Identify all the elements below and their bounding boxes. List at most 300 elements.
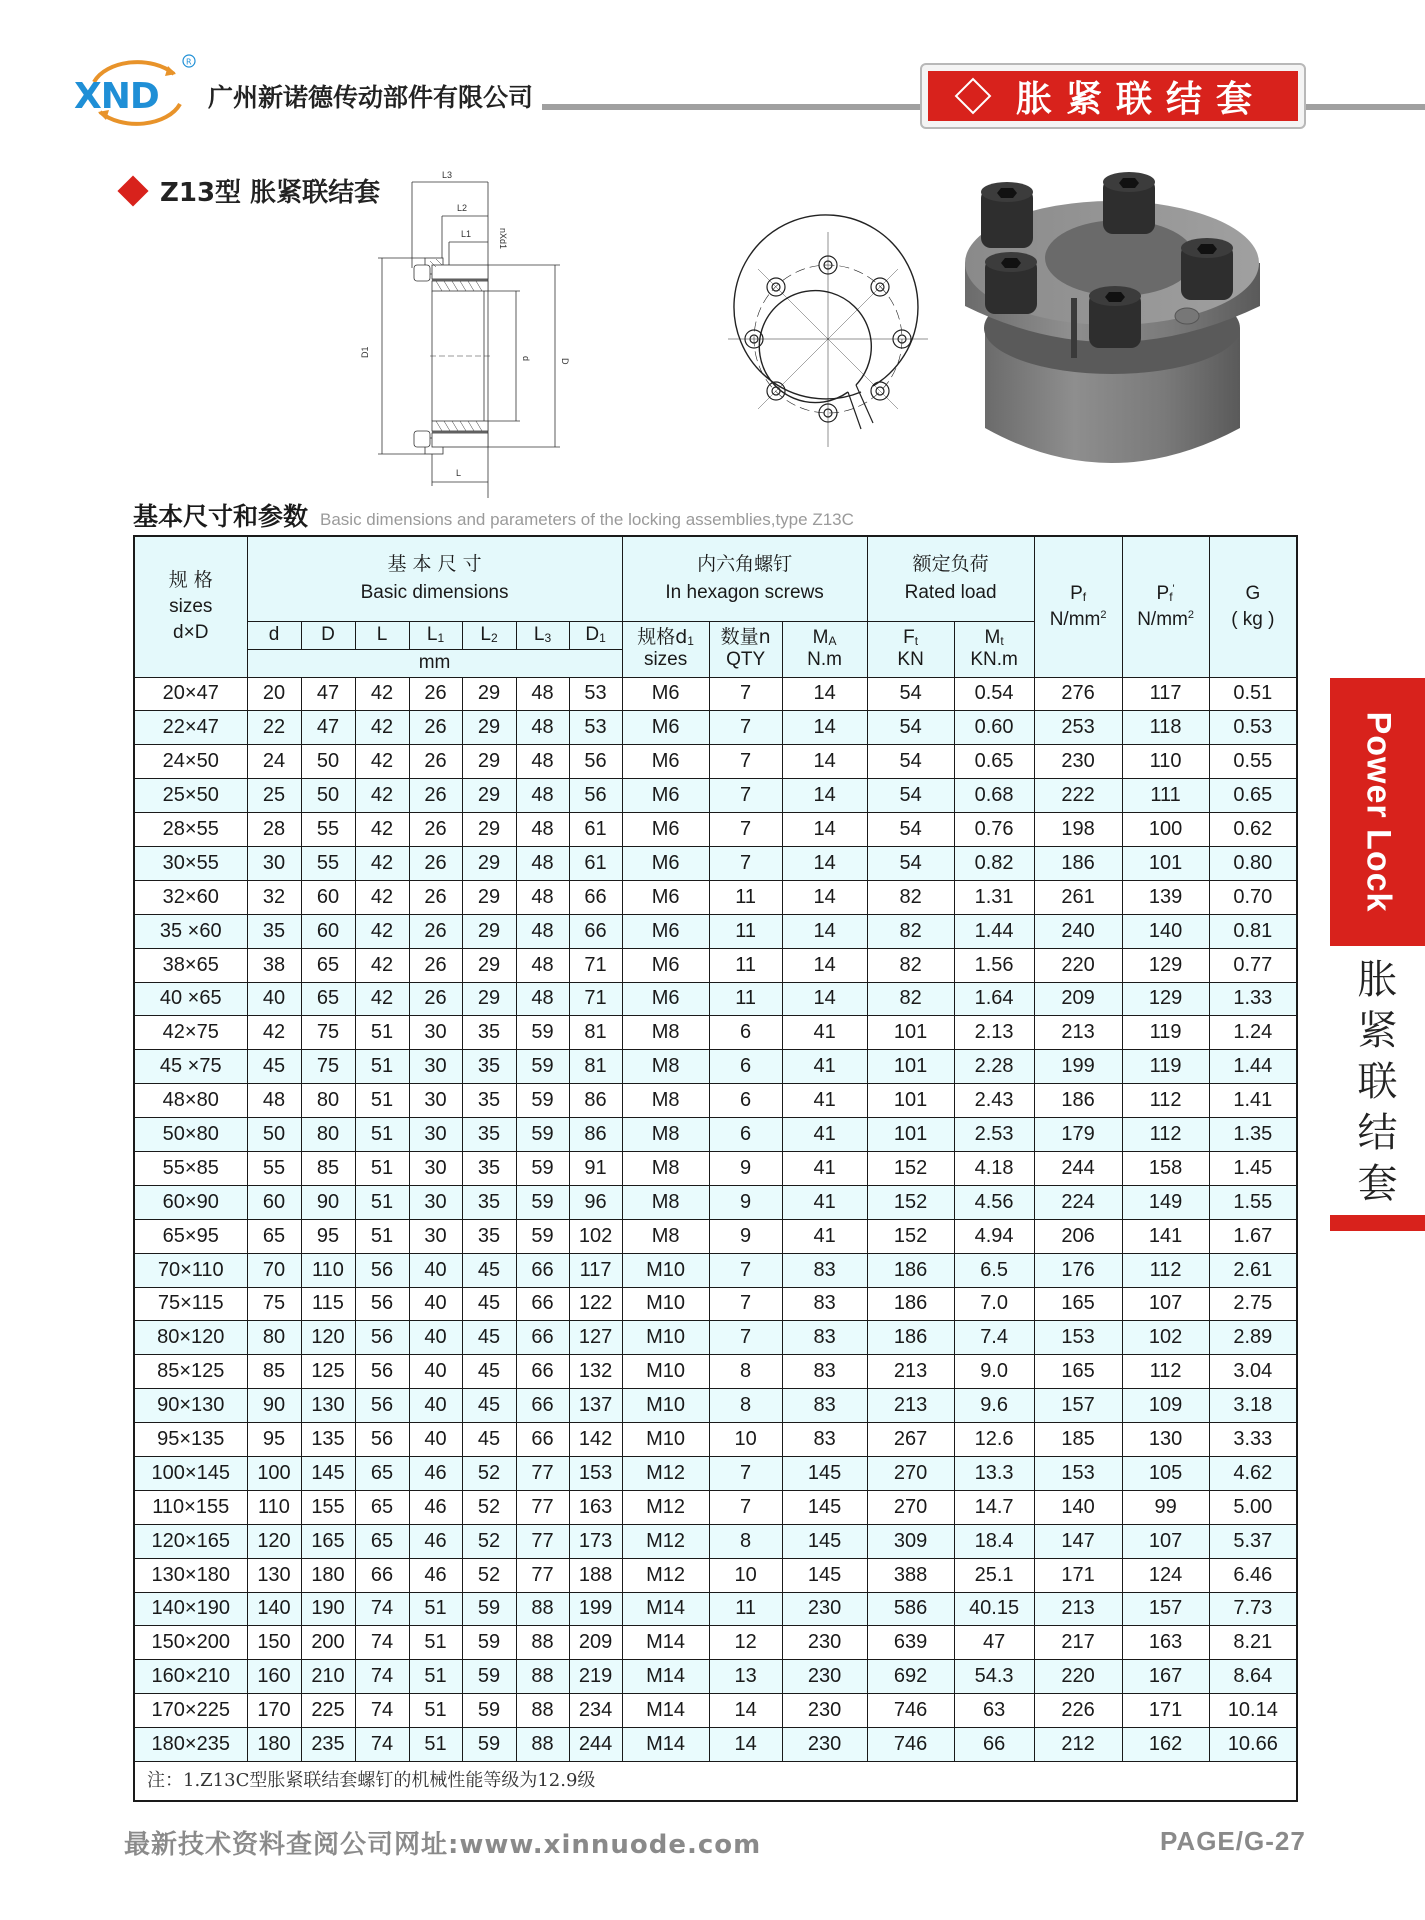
table-cell: 0.82 [954, 846, 1034, 880]
table-cell: 162 [1122, 1728, 1209, 1762]
table-cell: 26 [409, 982, 462, 1016]
table-cell: 179 [1034, 1118, 1122, 1152]
table-cell: 41 [782, 1016, 867, 1050]
table-cell: 40 [409, 1253, 462, 1287]
table-cell: 213 [867, 1389, 954, 1423]
table-cell: M6 [622, 846, 709, 880]
table-cell: 120 [247, 1524, 301, 1558]
table-cell: 8 [709, 1524, 782, 1558]
table-cell: 140×190 [134, 1592, 247, 1626]
table-cell: 26 [409, 846, 462, 880]
table-cell: 83 [782, 1423, 867, 1457]
table-cell: 30 [409, 1084, 462, 1118]
table-cell: 54.3 [954, 1660, 1034, 1694]
table-cell: 48 [516, 779, 569, 813]
table-cell: 0.70 [1209, 880, 1297, 914]
table-cell: 2.75 [1209, 1287, 1297, 1321]
table-row [134, 1592, 1297, 1626]
table-cell: 75 [301, 1016, 355, 1050]
col-D: D [301, 621, 355, 649]
table-cell: 51 [355, 1084, 409, 1118]
table-cell: 85 [247, 1355, 301, 1389]
table-cell: M6 [622, 948, 709, 982]
table-cell: 140 [1122, 914, 1209, 948]
table-cell: 59 [516, 1118, 569, 1152]
table-cell: 230 [782, 1626, 867, 1660]
table-cell: 112 [1122, 1355, 1209, 1389]
col-d: d [247, 621, 301, 649]
side-char: 结 [1357, 1110, 1398, 1156]
table-cell: 8 [709, 1355, 782, 1389]
table-cell: 82 [867, 982, 954, 1016]
col-ma: $M_A$ N.m [782, 621, 867, 677]
table-cell: 101 [867, 1050, 954, 1084]
table-row [134, 1660, 1297, 1694]
table-cell: 56 [355, 1287, 409, 1321]
table-cell: 48 [516, 914, 569, 948]
table-cell: 152 [867, 1185, 954, 1219]
svg-text:L1: L1 [461, 229, 472, 239]
table-cell: 63 [954, 1694, 1034, 1728]
table-cell: 29 [462, 677, 516, 711]
table-cell: 176 [1034, 1253, 1122, 1287]
end-view-drawing [728, 232, 928, 447]
side-char: 套 [1357, 1161, 1398, 1207]
table-cell: 7 [709, 1456, 782, 1490]
table-cell: 55×85 [134, 1151, 247, 1185]
table-cell: 59 [516, 1016, 569, 1050]
table-cell: 8.64 [1209, 1660, 1297, 1694]
table-cell: 48 [516, 982, 569, 1016]
table-cell: 225 [301, 1694, 355, 1728]
table-cell: 65 [301, 948, 355, 982]
table-cell: M6 [622, 779, 709, 813]
table-cell: 56 [355, 1355, 409, 1389]
table-cell: 42 [355, 813, 409, 847]
table-cell: 0.68 [954, 779, 1034, 813]
table-cell: 7 [709, 846, 782, 880]
table-cell: 224 [1034, 1185, 1122, 1219]
table-cell: 198 [1034, 813, 1122, 847]
table-cell: 45 [247, 1050, 301, 1084]
cross-section-drawing [360, 168, 580, 488]
table-cell: 14.7 [954, 1490, 1034, 1524]
col-D1: $D_1$ [569, 621, 622, 649]
table-cell: 14 [709, 1694, 782, 1728]
table-row [134, 1219, 1297, 1253]
table-cell: 51 [409, 1626, 462, 1660]
table-cell: 52 [462, 1558, 516, 1592]
table-cell: M10 [622, 1253, 709, 1287]
svg-text:L: L [456, 468, 462, 478]
table-cell: 276 [1034, 677, 1122, 711]
table-cell: 35 ×60 [134, 914, 247, 948]
table-cell: 83 [782, 1253, 867, 1287]
table-cell: 60×90 [134, 1185, 247, 1219]
table-cell: 18.4 [954, 1524, 1034, 1558]
table-row [134, 1151, 1297, 1185]
table-cell: 56 [355, 1389, 409, 1423]
table-cell: 40 [409, 1321, 462, 1355]
col-L2: $L_2$ [462, 621, 516, 649]
table-cell: 120 [301, 1321, 355, 1355]
table-cell: 14 [709, 1728, 782, 1762]
table-cell: 45 [462, 1389, 516, 1423]
table-cell: 9.0 [954, 1355, 1034, 1389]
table-cell: 40 [409, 1389, 462, 1423]
table-row [134, 711, 1297, 745]
table-cell: 100 [247, 1456, 301, 1490]
table-cell: 85 [301, 1151, 355, 1185]
table-cell: 90×130 [134, 1389, 247, 1423]
table-cell: 80 [247, 1321, 301, 1355]
table-cell: 102 [569, 1219, 622, 1253]
table-cell: 54 [867, 711, 954, 745]
table-cell: 692 [867, 1660, 954, 1694]
table-cell: 165 [1034, 1355, 1122, 1389]
table-cell: 65 [355, 1490, 409, 1524]
table-cell: 1.56 [954, 948, 1034, 982]
col-mt: $M_t$ KN.m [954, 621, 1034, 677]
table-cell: 102 [1122, 1321, 1209, 1355]
spec-table [133, 535, 1298, 1802]
table-cell: 127 [569, 1321, 622, 1355]
table-row [134, 846, 1297, 880]
table-cell: 157 [1034, 1389, 1122, 1423]
table-cell: 101 [867, 1016, 954, 1050]
table-cell: 59 [516, 1151, 569, 1185]
table-cell: 119 [1122, 1050, 1209, 1084]
table-cell: 12 [709, 1626, 782, 1660]
label-D1: D1 [360, 346, 370, 358]
table-cell: 29 [462, 745, 516, 779]
table-cell: 81 [569, 1050, 622, 1084]
table-cell: 206 [1034, 1219, 1122, 1253]
table-cell: 86 [569, 1084, 622, 1118]
table-cell: 48 [516, 813, 569, 847]
table-cell: 35 [462, 1050, 516, 1084]
table-cell: 29 [462, 813, 516, 847]
table-cell: 40 [409, 1423, 462, 1457]
table-cell: 109 [1122, 1389, 1209, 1423]
table-cell: 244 [569, 1728, 622, 1762]
table-cell: 129 [1122, 982, 1209, 1016]
table-cell: 11 [709, 1592, 782, 1626]
table-cell: 2.13 [954, 1016, 1034, 1050]
table-cell: 186 [867, 1321, 954, 1355]
table-cell: 110 [1122, 745, 1209, 779]
table-cell: 56 [569, 779, 622, 813]
table-cell: 10.14 [1209, 1694, 1297, 1728]
table-row [134, 948, 1297, 982]
table-cell: 111 [1122, 779, 1209, 813]
table-cell: 51 [409, 1592, 462, 1626]
table-cell: 52 [462, 1490, 516, 1524]
label-L3: L3 [442, 170, 453, 180]
table-cell: 186 [1034, 846, 1122, 880]
table-cell: 173 [569, 1524, 622, 1558]
table-cell: 29 [462, 982, 516, 1016]
col-L3: $L_3$ [516, 621, 569, 649]
table-cell: 83 [782, 1287, 867, 1321]
table-cell: 5.00 [1209, 1490, 1297, 1524]
table-cell: 46 [409, 1524, 462, 1558]
table-cell: M14 [622, 1660, 709, 1694]
table-cell: 26 [409, 948, 462, 982]
diamond-outline-icon [955, 78, 992, 115]
table-cell: 270 [867, 1490, 954, 1524]
table-cell: 66 [516, 1355, 569, 1389]
svg-text:R: R [186, 57, 192, 67]
table-cell: 2.53 [954, 1118, 1034, 1152]
table-cell: 81 [569, 1016, 622, 1050]
table-cell: 14 [782, 745, 867, 779]
table-cell: 1.24 [1209, 1016, 1297, 1050]
table-cell: 66 [954, 1728, 1034, 1762]
table-cell: 167 [1122, 1660, 1209, 1694]
table-cell: 213 [1034, 1592, 1122, 1626]
table-cell: 0.77 [1209, 948, 1297, 982]
table-cell: 6.5 [954, 1253, 1034, 1287]
table-cell: 48 [516, 846, 569, 880]
table-cell: 0.80 [1209, 846, 1297, 880]
table-cell: 25.1 [954, 1558, 1034, 1592]
table-cell: 140 [247, 1592, 301, 1626]
table-cell: 77 [516, 1558, 569, 1592]
table-cell: 42 [355, 982, 409, 1016]
table-cell: 51 [409, 1728, 462, 1762]
table-cell: 77 [516, 1456, 569, 1490]
table-cell: 35 [462, 1084, 516, 1118]
table-cell: 54 [867, 677, 954, 711]
table-cell: 120×165 [134, 1524, 247, 1558]
table-cell: 53 [569, 711, 622, 745]
table-cell: 20×47 [134, 677, 247, 711]
table-row [134, 677, 1297, 711]
table-cell: 42 [355, 711, 409, 745]
table-cell: 170×225 [134, 1694, 247, 1728]
table-cell: 45 [462, 1287, 516, 1321]
table-cell: 40 [409, 1355, 462, 1389]
table-cell: 253 [1034, 711, 1122, 745]
table-cell: 59 [516, 1050, 569, 1084]
table-cell: 74 [355, 1694, 409, 1728]
table-cell: 14 [782, 982, 867, 1016]
table-cell: 51 [409, 1694, 462, 1728]
table-cell: 35 [462, 1151, 516, 1185]
company-name: 广州新诺德传动部件有限公司 [208, 83, 534, 112]
table-cell: 48×80 [134, 1084, 247, 1118]
side-tab-bar [1330, 1215, 1425, 1231]
table-cell: 147 [1034, 1524, 1122, 1558]
table-cell: 213 [1034, 1016, 1122, 1050]
table-cell: 28 [247, 813, 301, 847]
table-row [134, 813, 1297, 847]
table-cell: 41 [782, 1185, 867, 1219]
table-cell: 47 [301, 677, 355, 711]
table-cell: 1.33 [1209, 982, 1297, 1016]
table-cell: 70 [247, 1253, 301, 1287]
table-cell: M12 [622, 1456, 709, 1490]
table-cell: 1.35 [1209, 1118, 1297, 1152]
table-cell: 145 [782, 1456, 867, 1490]
table-cell: 6 [709, 1016, 782, 1050]
table-cell: 59 [462, 1694, 516, 1728]
table-cell: 29 [462, 914, 516, 948]
table-cell: 145 [301, 1456, 355, 1490]
table-row [134, 880, 1297, 914]
table-row [134, 745, 1297, 779]
table-cell: 29 [462, 846, 516, 880]
table-cell: 48 [516, 677, 569, 711]
table-cell: M14 [622, 1728, 709, 1762]
table-cell: 152 [867, 1151, 954, 1185]
table-cell: 20 [247, 677, 301, 711]
table-cell: 61 [569, 846, 622, 880]
table-cell: 115 [301, 1287, 355, 1321]
table-cell: 7 [709, 1490, 782, 1524]
table-cell: 50 [301, 779, 355, 813]
table-cell: 71 [569, 948, 622, 982]
table-cell: 41 [782, 1050, 867, 1084]
table-cell: 82 [867, 880, 954, 914]
col-group-basic: 基 本 尺 寸 Basic dimensions [247, 536, 622, 621]
table-cell: 101 [1122, 846, 1209, 880]
header-divider-right [1305, 104, 1425, 110]
table-cell: 110 [247, 1490, 301, 1524]
table-cell: 142 [569, 1423, 622, 1457]
table-cell: 746 [867, 1728, 954, 1762]
table-cell: 45 [462, 1423, 516, 1457]
side-char: 胀 [1357, 957, 1398, 1003]
table-cell: M10 [622, 1355, 709, 1389]
table-cell: 129 [1122, 948, 1209, 982]
table-cell: 2.43 [954, 1084, 1034, 1118]
table-cell: 153 [1034, 1321, 1122, 1355]
table-cell: 105 [1122, 1456, 1209, 1490]
table-cell: 6 [709, 1118, 782, 1152]
table-row [134, 1389, 1297, 1423]
table-cell: 199 [569, 1592, 622, 1626]
table-cell: 122 [569, 1287, 622, 1321]
table-row [134, 982, 1297, 1016]
table-cell: 38×65 [134, 948, 247, 982]
table-cell: 124 [1122, 1558, 1209, 1592]
table-cell: 30 [247, 846, 301, 880]
table-cell: 55 [247, 1151, 301, 1185]
table-cell: 1.41 [1209, 1084, 1297, 1118]
table-cell: 77 [516, 1490, 569, 1524]
section-title-text: Z13型 胀紧联结套 [160, 178, 381, 208]
table-row [134, 1694, 1297, 1728]
table-cell: 100×145 [134, 1456, 247, 1490]
table-cell: 119 [1122, 1016, 1209, 1050]
table-cell: 10 [709, 1423, 782, 1457]
table-cell: 35 [247, 914, 301, 948]
col-group-screws: 内六角螺钉 In hexagon screws [622, 536, 867, 621]
table-cell: 35 [462, 1185, 516, 1219]
table-cell: 107 [1122, 1524, 1209, 1558]
table-row [134, 1084, 1297, 1118]
table-cell: 0.81 [1209, 914, 1297, 948]
table-cell: 50 [301, 745, 355, 779]
table-cell: 7 [709, 813, 782, 847]
table-cell: 2.28 [954, 1050, 1034, 1084]
col-L: L [355, 621, 409, 649]
table-cell: 0.54 [954, 677, 1034, 711]
table-cell: 141 [1122, 1219, 1209, 1253]
table-row [134, 1626, 1297, 1660]
table-cell: 95 [247, 1423, 301, 1457]
table-cell: M14 [622, 1694, 709, 1728]
table-cell: 213 [867, 1355, 954, 1389]
table-cell: 4.56 [954, 1185, 1034, 1219]
table-cell: 0.65 [954, 745, 1034, 779]
table-cell: 171 [1122, 1694, 1209, 1728]
table-cell: 59 [516, 1084, 569, 1118]
table-cell: 59 [462, 1592, 516, 1626]
table-row [134, 1118, 1297, 1152]
table-cell: 59 [462, 1660, 516, 1694]
table-cell: 11 [709, 982, 782, 1016]
side-tab-cn [1330, 955, 1425, 1210]
table-row [134, 1321, 1297, 1355]
table-cell: 42 [355, 779, 409, 813]
table-cell: 9 [709, 1151, 782, 1185]
table-cell: 41 [782, 1118, 867, 1152]
table-cell: 209 [569, 1626, 622, 1660]
table-cell: 150×200 [134, 1626, 247, 1660]
table-cell: 309 [867, 1524, 954, 1558]
table-cell: 14 [782, 813, 867, 847]
table-cell: 54 [867, 745, 954, 779]
table-cell: 80 [301, 1084, 355, 1118]
table-cell: 153 [1034, 1456, 1122, 1490]
table-row [134, 1050, 1297, 1084]
table-cell: 230 [782, 1660, 867, 1694]
col-sizes: 规 格 sizes d×D [134, 536, 247, 677]
table-cell: 42 [247, 1016, 301, 1050]
table-cell: 53 [569, 677, 622, 711]
table-cell: 30 [409, 1185, 462, 1219]
table-cell: 82 [867, 914, 954, 948]
table-cell: M12 [622, 1490, 709, 1524]
table-cell: 14 [782, 914, 867, 948]
category-banner [920, 63, 1306, 129]
table-cell: 388 [867, 1558, 954, 1592]
table-cell: 190 [301, 1592, 355, 1626]
table-cell: 51 [355, 1016, 409, 1050]
table-cell: 26 [409, 677, 462, 711]
col-group-load: 额定负荷 Rated load [867, 536, 1034, 621]
table-cell: 29 [462, 779, 516, 813]
table-cell: 145 [782, 1524, 867, 1558]
table-cell: 48 [516, 880, 569, 914]
table-cell: 230 [782, 1694, 867, 1728]
table-cell: 222 [1034, 779, 1122, 813]
table-cell: 25 [247, 779, 301, 813]
table-cell: 35 [462, 1118, 516, 1152]
table-cell: M8 [622, 1084, 709, 1118]
table-cell: 230 [1034, 745, 1122, 779]
table-cell: 1.44 [1209, 1050, 1297, 1084]
table-cell: 59 [462, 1728, 516, 1762]
table-cell: 22 [247, 711, 301, 745]
table-cell: 6 [709, 1050, 782, 1084]
table-cell: 51 [355, 1185, 409, 1219]
table-row [134, 1490, 1297, 1524]
table-cell: M8 [622, 1118, 709, 1152]
